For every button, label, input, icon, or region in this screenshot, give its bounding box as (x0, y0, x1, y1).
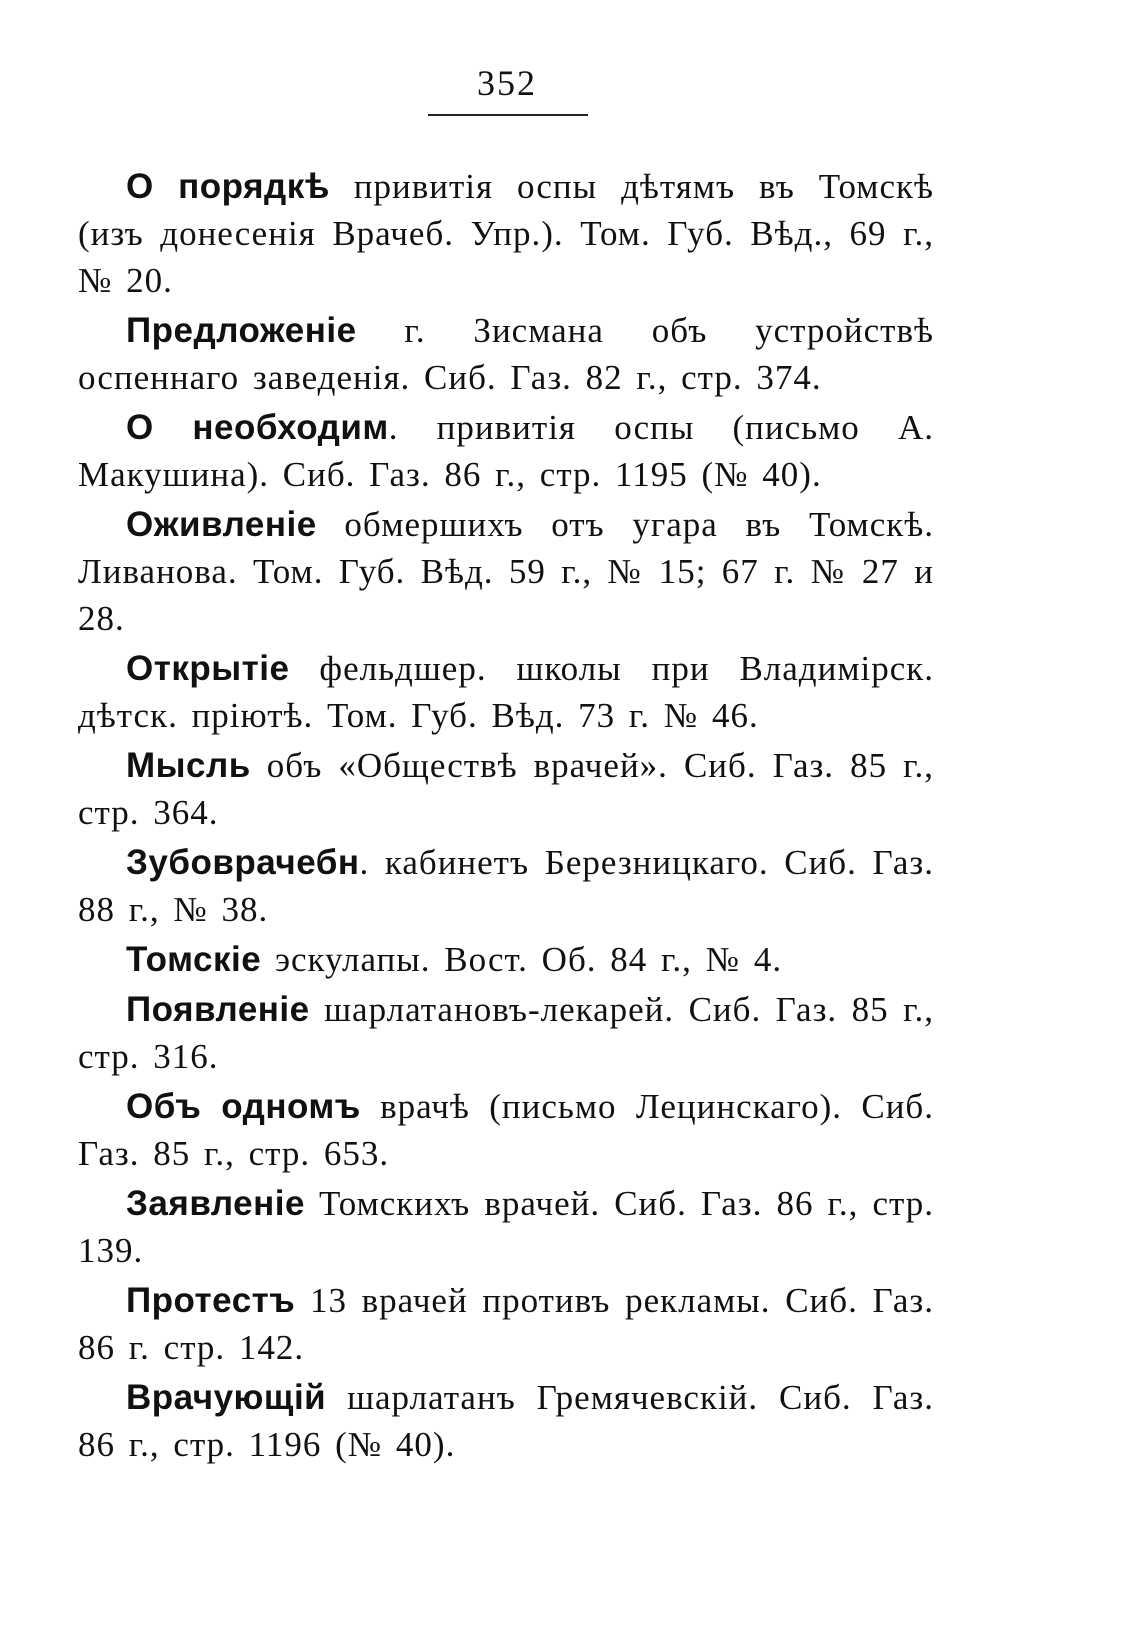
entry-text: обмершихъ отъ угара въ Томскѣ. Ливанова. Том. Губ. Вѣд. 59 г., № 15; 67 г. № 27 и 28. (78, 505, 934, 638)
entry-keyword: Объ одномъ (126, 1087, 361, 1126)
bibliography-entry (78, 1083, 934, 1177)
bibliography-list (78, 163, 934, 1471)
entry-keyword: Оживленіе (126, 505, 317, 544)
entry-keyword: Томскіе (126, 940, 262, 979)
bibliography-entry (78, 163, 934, 304)
entry-keyword: О порядкѣ (126, 167, 330, 206)
entry-text: врачѣ (письмо Лецинскаго). Сиб. Газ. 85 г., стр. 653. (78, 1087, 934, 1173)
entry-text: привитія оспы дѣтямъ въ Томскѣ (изъ донесенія Врачеб. Упр.). Том. Губ. Вѣд., 69 г., № 20. (78, 167, 934, 300)
entry-text: объ «Обществѣ врачей». Сиб. Газ. 85 г., стр. 364. (78, 746, 934, 832)
entry-keyword: Мысль (126, 746, 251, 785)
entry-text: шарлатановъ-лекарей. Сиб. Газ. 85 г., стр. 316. (78, 990, 934, 1076)
bibliography-entry (78, 1374, 934, 1468)
entry-text: 13 врачей противъ рекламы. Сиб. Газ. 86 г. стр. 142. (78, 1281, 934, 1367)
bibliography-entry (78, 839, 934, 933)
bibliography-entry (78, 936, 934, 983)
bibliography-entry (78, 645, 934, 739)
entry-text: шарлатанъ Гремячевскій. Сиб. Газ. 86 г., стр. 1196 (№ 40). (78, 1378, 934, 1464)
entry-keyword: Протестъ (126, 1281, 296, 1320)
entry-keyword: Зубоврачебн (126, 843, 360, 882)
header-rule (428, 114, 588, 116)
entry-keyword: О необходим (126, 408, 389, 447)
entry-text: эскулапы. Вост. Об. 84 г., № 4. (261, 940, 783, 979)
entry-keyword: Заявленіе (126, 1184, 305, 1223)
bibliography-entry (78, 1277, 934, 1371)
entry-keyword: Предложеніе (126, 311, 357, 350)
page-number: 352 (477, 63, 537, 103)
bibliography-entry (78, 501, 934, 642)
bibliography-entry (78, 404, 934, 498)
entry-keyword: Открытіе (126, 649, 290, 688)
bibliography-entry (78, 307, 934, 401)
entry-text: . привитія оспы (письмо А. Макушина). Сиб. Газ. 86 г., стр. 1195 (№ 40). (78, 408, 934, 494)
entry-keyword: Появленіе (126, 990, 310, 1029)
bibliography-entry (78, 1180, 934, 1274)
entry-text: фельдшер. школы при Владимірск. дѣтск. пріютѣ. Том. Губ. Вѣд. 73 г. № 46. (78, 649, 934, 735)
bibliography-entry (78, 742, 934, 836)
entry-text: . кабинетъ Березницкаго. Сиб. Газ. 88 г., № 38. (78, 843, 934, 929)
entry-text: Томскихъ врачей. Сиб. Газ. 86 г., стр. 139. (78, 1184, 934, 1270)
entry-keyword: Врачующій (126, 1378, 327, 1417)
bibliography-entry (78, 986, 934, 1080)
entry-text: г. Зисмана объ устройствѣ оспеннаго заведенія. Сиб. Газ. 82 г., стр. 374. (78, 311, 934, 397)
